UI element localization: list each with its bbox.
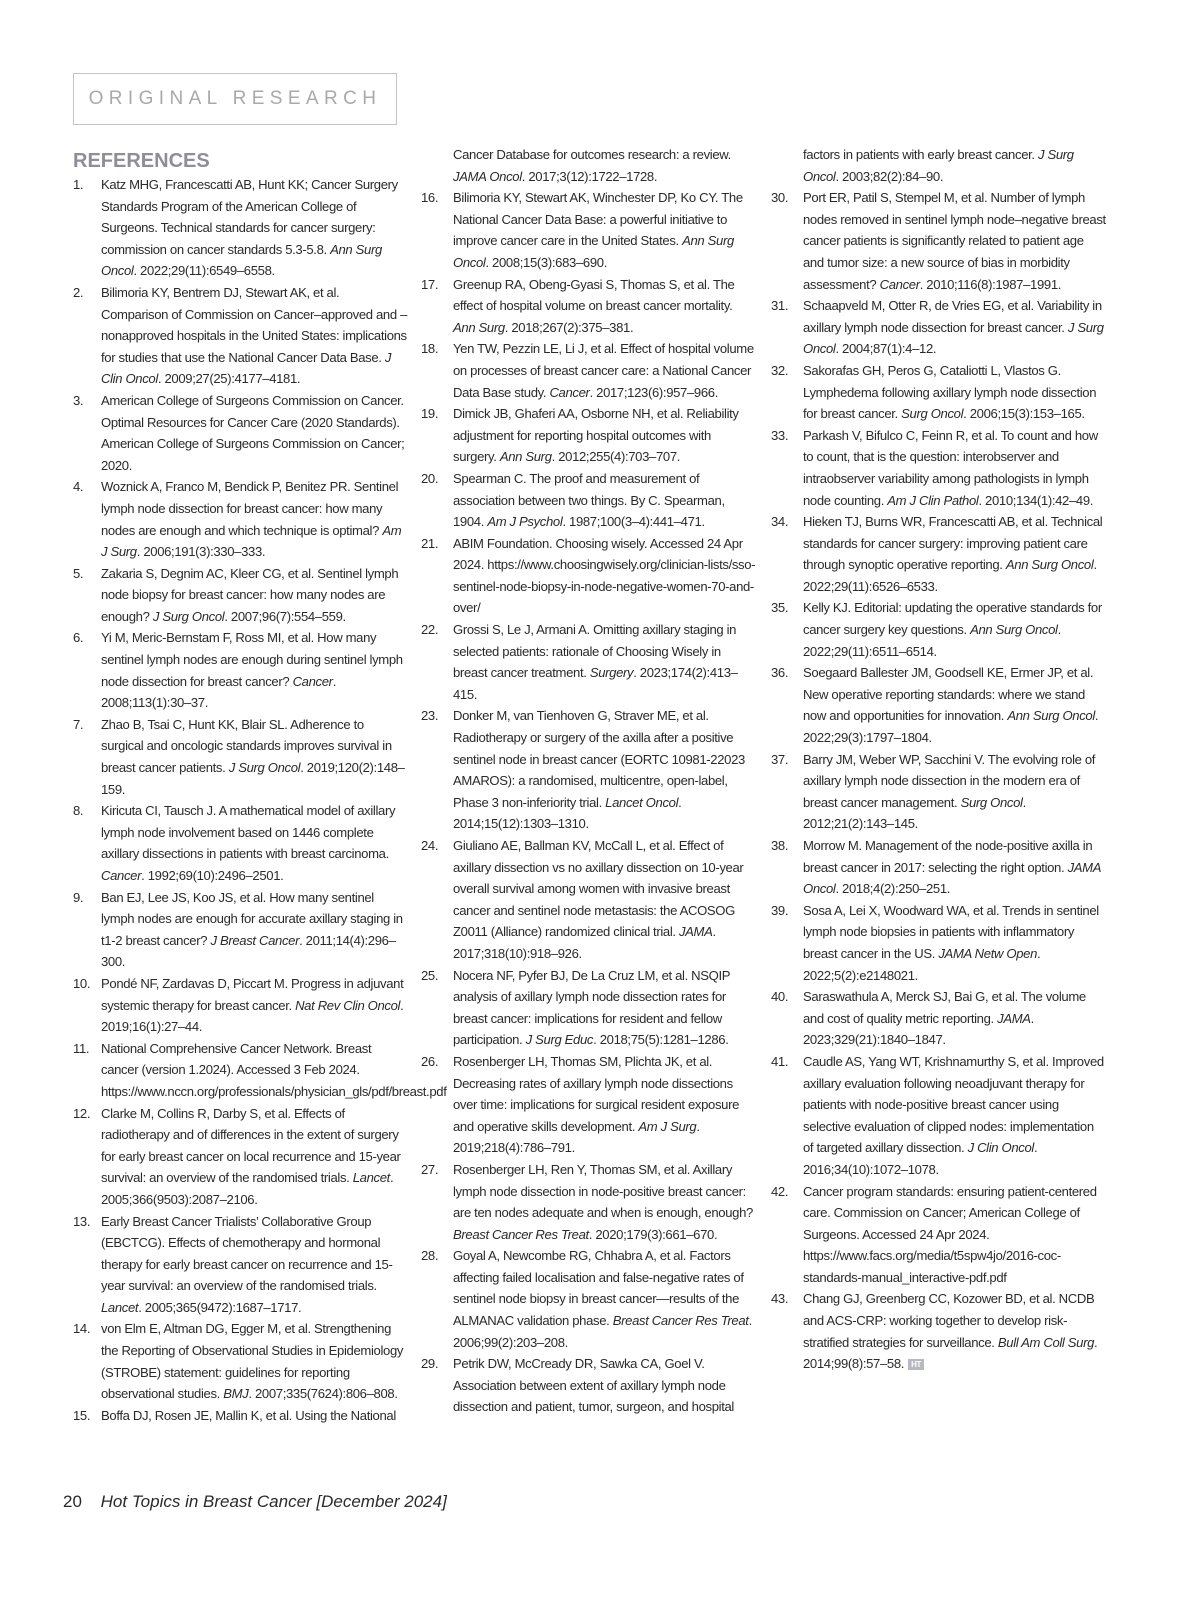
reference-text-segment: Clarke M, Collins R, Darby S, et al. Effects of radiotherapy and of differences in the extent of surgery for early breast cancer on local recurrence and 15-year survival: an overview of the randomised trials.: [101, 1105, 401, 1186]
reference-text-segment: . 2006;99(2):203–208.: [453, 1313, 752, 1350]
reference-number: 39.: [771, 902, 789, 918]
reference-text: [803, 147, 1074, 184]
reference-number: 35.: [771, 600, 789, 616]
reference-number: 34.: [771, 514, 789, 530]
reference-text-segment: von Elm E, Altman DG, Egger M, et al. Strengthening the Reporting of Observational Studies in Epidemiology (STROBE) statement: guidelines for reporting observational studies.: [101, 1321, 404, 1402]
reference-item: [73, 563, 409, 628]
reference-item: [421, 705, 757, 835]
reference-text-segment: Rosenberger LH, Thomas SM, Plichta JK, et al. Decreasing rates of axillary lymph node dissections over time: implications for surgical resident exposure and operative skills development.: [453, 1053, 740, 1134]
journal-name: Cancer: [549, 384, 590, 400]
reference-item: [73, 800, 409, 886]
publication-title: Hot Topics in Breast Cancer [December 2024]: [100, 1492, 447, 1511]
journal-name: J Clin Oncol: [101, 349, 392, 387]
reference-text-segment: Rosenberger LH, Ren Y, Thomas SM, et al. Axillary lymph node dissection in node-positive breast cancer: are ten nodes adequate and when is enough, enough?: [453, 1161, 753, 1221]
reference-text: [803, 600, 1102, 658]
journal-name: BMJ: [223, 1386, 249, 1402]
journal-name: Cancer: [292, 673, 333, 689]
reference-text: [803, 298, 1104, 356]
reference-text-segment: . 2005;366(9503):2087–2106.: [101, 1170, 394, 1207]
reference-text-segment: Pondé NF, Zardavas D, Piccart M. Progress in adjuvant systemic therapy for breast cancer.: [101, 975, 404, 1013]
journal-name: Nat Rev Clin Oncol: [295, 997, 401, 1013]
reference-text-segment: Cancer Database for outcomes research: a review.: [453, 147, 731, 162]
reference-item: [421, 1353, 757, 1418]
journal-name: J Surg Educ: [525, 1032, 594, 1048]
journal-name: Ann Surg: [499, 449, 552, 465]
journal-name: Ann Surg Oncol: [1005, 557, 1094, 573]
reference-item: [421, 274, 757, 339]
reference-item: [73, 1318, 409, 1404]
reference-text: [101, 717, 405, 797]
reference-text: [101, 976, 403, 1034]
journal-name: Surgery: [589, 665, 634, 681]
reference-number: 31.: [771, 298, 789, 314]
reference-text-segment: Port ER, Patil S, Stempel M, et al. Number of lymph nodes removed in sentinel lymph node–negative breast cancer patients is significantly related to patient age and tumor size: a new source of bias in morbidity assessment?: [803, 190, 1106, 292]
reference-number: 33.: [771, 427, 789, 443]
journal-name: J Breast Cancer: [210, 932, 300, 948]
journal-name: JAMA Netw Open: [938, 945, 1038, 961]
reference-text: [453, 190, 743, 270]
reference-text: [803, 1291, 1097, 1371]
reference-number: 21.: [421, 535, 439, 551]
reference-text-segment: . 2022;29(3):1797–1804.: [803, 708, 1099, 746]
reference-item: [421, 187, 757, 273]
reference-text-segment: . 2004;87(1):4–12.: [835, 341, 937, 357]
journal-name: Ann Surg Oncol: [101, 241, 382, 279]
reference-text: [101, 630, 403, 710]
reference-text-segment: Zakaria S, Degnim AC, Kleer CG, et al. Sentinel lymph node biopsy for breast cancer: how many nodes are enough?: [101, 565, 399, 624]
reference-item: [771, 662, 1107, 748]
journal-name: J Surg Oncol: [803, 147, 1074, 184]
reference-item: [73, 1405, 409, 1427]
reference-list: [771, 144, 1107, 1375]
reference-text: [803, 903, 1099, 983]
reference-text-segment: Greenup RA, Obeng-Gyasi S, Thomas S, et al. The effect of hospital volume on breast cancer mortality.: [453, 276, 735, 314]
reference-text-segment: Cancer program standards: ensuring patient-centered care. Commission on Cancer; American College of Surgeons. Accessed 24 Apr 2024. https://www.facs.org/media/t5spw4jo/2016-coc-standards-manual_interactive-pdf.pdf: [803, 1183, 1097, 1285]
reference-text-segment: Schaapveld M, Otter R, de Vries EG, et al. Variability in axillary lymph node dissection for breast cancer.: [803, 298, 1102, 335]
reference-text-segment: . 2012;255(4):703–707.: [551, 449, 681, 465]
journal-name: J Surg Oncol: [803, 319, 1104, 357]
reference-text-segment: . 2014;15(12):1303–1310.: [453, 794, 682, 832]
reference-text: [101, 479, 401, 559]
page-number: 20: [63, 1492, 82, 1511]
reference-text-segment: . 2011;14(4):296–300.: [101, 932, 396, 970]
reference-text: [101, 1106, 401, 1207]
reference-number: 43.: [771, 1291, 789, 1307]
reference-number: 2.: [73, 284, 84, 300]
reference-text-segment: . 2012;21(2):143–145.: [803, 794, 1026, 832]
reference-text-segment: . 2023;329(21):1840–1847.: [803, 1010, 1034, 1048]
reference-number: 27.: [421, 1161, 439, 1177]
section-label: ORIGINAL RESEARCH: [88, 88, 382, 109]
reference-text-segment: Saraswathula A, Merck SJ, Bai G, et al. The volume and cost of quality metric reporting.: [803, 989, 1086, 1026]
reference-text-segment: . 2008;113(1):30–37.: [101, 673, 336, 711]
reference-text: [101, 803, 395, 883]
reference-item: [771, 835, 1107, 900]
reference-item: [771, 144, 1107, 187]
reference-text-segment: . 2010;116(8):1987–1991.: [919, 276, 1062, 292]
reference-item: [771, 986, 1107, 1051]
page-footer: [63, 1492, 447, 1512]
reference-text: [101, 177, 398, 278]
journal-name: Lancet: [352, 1170, 390, 1186]
reference-item: [421, 468, 757, 533]
reference-text-segment: . 2018;75(5):1281–1286.: [593, 1032, 729, 1048]
reference-text: [453, 838, 743, 961]
reference-item: [421, 403, 757, 468]
reference-text: [803, 752, 1095, 832]
reference-number: 10.: [73, 975, 91, 991]
reference-text: [803, 838, 1101, 896]
reference-number: 23.: [421, 708, 439, 724]
reference-text-segment: . 2003;82(2):84–90.: [835, 168, 944, 184]
reference-text-segment: . 2017;318(10):918–926.: [453, 924, 716, 961]
reference-number: 3.: [73, 392, 84, 408]
journal-name: Lancet Oncol: [605, 794, 679, 810]
journal-name: Breast Cancer Res Treat: [453, 1226, 589, 1242]
journal-name: JAMA Oncol: [453, 168, 522, 184]
reference-text-segment: . 2005;365(9472):1687–1717.: [138, 1299, 302, 1315]
reference-text-segment: . 2022;29(11):6511–6514.: [803, 622, 1061, 659]
reference-number: 20.: [421, 470, 439, 486]
reference-item: [73, 282, 409, 390]
reference-text-segment: Barry JM, Weber WP, Sacchini V. The evolving role of axillary lymph node dissection in the modern era of breast cancer management.: [803, 751, 1096, 810]
reference-text: [803, 989, 1086, 1047]
journal-name: Ann Surg Oncol: [453, 233, 734, 270]
reference-text-segment: American College of Surgeons Commission on Cancer. Optimal Resources for Cancer Care (2020 Standards). American College of Surgeons Commission on Cancer; 2020.: [101, 392, 405, 473]
reference-text: [453, 968, 730, 1048]
reference-item: [771, 295, 1107, 360]
reference-text: [453, 341, 754, 399]
reference-item: [421, 338, 757, 403]
reference-item: [771, 1181, 1107, 1289]
reference-item: [73, 973, 409, 1038]
reference-text-segment: Kiricuta CI, Tausch J. A mathematical model of axillary lymph node involvement based on 1446 complete axillary dissections in patients with breast carcinoma.: [101, 803, 396, 862]
section-label-box: [73, 73, 397, 125]
reference-text: [803, 665, 1098, 745]
reference-number: 18.: [421, 341, 439, 357]
journal-name: Am J Surg: [101, 522, 402, 560]
journal-name: Am J Psychol: [487, 514, 563, 530]
reference-text-segment: . 2019;16(1):27–44.: [101, 997, 404, 1035]
reference-item: [421, 144, 757, 187]
reference-item: [73, 627, 409, 713]
reference-item: [73, 476, 409, 562]
reference-number: 40.: [771, 989, 789, 1005]
journal-name: J Surg Oncol: [228, 760, 301, 776]
reference-text-segment: . 2008;15(3):683–690.: [485, 254, 607, 270]
journal-name: Cancer: [879, 276, 920, 292]
reference-number: 19.: [421, 406, 439, 422]
reference-item: [771, 900, 1107, 986]
reference-text-segment: Donker M, van Tienhoven G, Straver ME, et al. Radiotherapy or surgery of the axilla after a positive sentinel node in breast cancer (EORTC 10981-22023 AMAROS): a randomised, multicentre, open-label, Phase 3 non-inferiority trial.: [453, 708, 745, 810]
reference-number: 32.: [771, 362, 789, 378]
reference-text: [803, 1184, 1097, 1285]
reference-number: 17.: [421, 276, 439, 292]
reference-text-segment: Soegaard Ballester JM, Goodsell KE, Ermer JP, et al. New operative reporting standards: where we stand now and opportunities for innovation.: [803, 665, 1094, 724]
reference-item: [421, 965, 757, 1051]
journal-name: J Clin Oncol: [967, 1140, 1034, 1156]
reference-text-segment: ABIM Foundation. Choosing wisely. Accessed 24 Apr 2024. https://www.choosingwisely.org/clinician-lists/sso-sentinel-node-biopsy-in-node-negative-women-70-and-over/: [453, 535, 756, 616]
reference-text-segment: . 2020;179(3):661–670.: [588, 1226, 718, 1242]
journal-name: JAMA: [678, 924, 713, 940]
reference-text: [101, 1408, 396, 1423]
reference-item: [421, 1245, 757, 1353]
journal-name: Breast Cancer Res Treat: [612, 1313, 749, 1329]
reference-text-segment: Bilimoria KY, Stewart AK, Winchester DP, Ko CY. The National Cancer Data Base: a powerful initiative to improve cancer care in the United States.: [453, 190, 743, 249]
reference-text-segment: Chang GJ, Greenberg CC, Kozower BD, et al. NCDB and ACS-CRP: working together to develop risk-stratified strategies for surveillance.: [803, 1291, 1095, 1350]
reference-text-segment: Nocera NF, Pyfer BJ, De La Cruz LM, et al. NSQIP analysis of axillary lymph node dissection rates for breast cancer: implications for resident and fellow participation.: [453, 967, 730, 1048]
journal-name: Surg Oncol: [901, 406, 964, 422]
journal-name: Surg Oncol: [960, 794, 1023, 810]
references-column-2: [421, 144, 757, 1418]
reference-text-segment: Kelly KJ. Editorial: updating the operative standards for cancer surgery key questions.: [803, 600, 1102, 638]
reference-text-segment: Boffa DJ, Rosen JE, Mallin K, et al. Using the National: [101, 1407, 396, 1423]
reference-text: [803, 363, 1096, 421]
journal-name: JAMA Oncol: [803, 859, 1101, 897]
reference-text-segment: Goyal A, Newcombe RG, Chhabra A, et al. Factors affecting failed localisation and false-negative rates of sentinel node biopsy in breast cancer—results of the ALMANAC validation phase.: [453, 1248, 744, 1329]
reference-number: 29.: [421, 1356, 439, 1372]
reference-number: 36.: [771, 665, 789, 681]
journal-name: Ann Surg Oncol: [1007, 708, 1095, 724]
reference-number: 16.: [421, 190, 439, 206]
reference-number: 24.: [421, 838, 439, 853]
reference-text: [453, 1162, 753, 1242]
reference-text-segment: . 2006;15(3):153–165.: [963, 406, 1085, 422]
reference-text-segment: Early Breast Cancer Trialists’ Collaborative Group (EBCTCG). Effects of chemotherapy and hormonal therapy for early breast cancer on recurrence and 15-year survival: an overview of the randomised trials.: [101, 1213, 393, 1294]
reference-text: [101, 1041, 447, 1099]
journal-name: J Surg Oncol: [152, 608, 225, 624]
reference-item: [771, 597, 1107, 662]
reference-text: [101, 1321, 403, 1401]
reference-number: 28.: [421, 1248, 439, 1264]
reference-text-segment: . 2019;218(4):786–791.: [453, 1118, 700, 1156]
reference-text-segment: Spearman C. The proof and measurement of association between two things. By C. Spearman, 1904.: [453, 470, 725, 530]
reference-text-segment: Grossi S, Le J, Armani A. Omitting axillary staging in selected patients: rationale of Choosing Wisely in breast cancer treatment.: [453, 622, 737, 681]
reference-text-segment: Caudle AS, Yang WT, Krishnamurthy S, et al. Improved axillary evaluation following neoadjuvant therapy for patients with node-positive breast cancer using selective evaluation of clipped nodes: implementation of targeted axillary dissection.: [803, 1053, 1104, 1156]
reference-text-segment: Katz MHG, Francescatti AB, Hunt KK; Cancer Surgery Standards Program of the American College of Surgeons. Technical standards for cancer surgery: commission on cancer standards 5.3-5.8.: [101, 177, 398, 257]
reference-number: 30.: [771, 190, 789, 206]
reference-text-segment: Yi M, Meric-Bernstam F, Ross MI, et al. How many sentinel lymph nodes are enough during sentinel lymph node dissection for breast cancer?: [101, 630, 403, 689]
reference-text: [101, 566, 398, 624]
reference-text-segment: . 2017;3(12):1722–1728.: [521, 168, 658, 184]
reference-text-segment: . 2017;123(6):957–966.: [589, 384, 719, 400]
reference-text-segment: Woznick A, Franco M, Bendick P, Benitez PR. Sentinel lymph node dissection for breast cancer: how many nodes are enough and which technique is optimal?: [101, 479, 399, 538]
reference-text-segment: . 2018;4(2):250–251.: [835, 881, 951, 897]
reference-item: [73, 887, 409, 973]
reference-number: 38.: [771, 838, 789, 853]
reference-text-segment: Sakorafas GH, Peros G, Cataliotti L, Vlastos G. Lymphedema following axillary lymph node dissection for breast cancer.: [803, 362, 1097, 422]
reference-text-segment: . 2007;96(7):554–559.: [224, 608, 346, 624]
reference-number: 41.: [771, 1053, 789, 1069]
reference-text-segment: . 2006;191(3):330–333.: [136, 544, 266, 560]
reference-number: 11.: [73, 1040, 90, 1056]
reference-item: [421, 1159, 757, 1245]
references-heading: REFERENCES: [73, 150, 210, 172]
reference-number: 12.: [73, 1105, 91, 1121]
reference-item: [771, 360, 1107, 425]
reference-text-segment: Dimick JB, Ghaferi AA, Osborne NH, et al. Reliability adjustment for reporting hospital outcomes with surgery.: [453, 406, 739, 465]
reference-text-segment: Zhao B, Tsai C, Hunt KK, Blair SL. Adherence to surgical and oncologic standards improves survival in breast cancer patients.: [101, 716, 392, 776]
reference-text-segment: . 2022;29(11):6526–6533.: [803, 557, 1097, 594]
reference-text-segment: . 2010;134(1):42–49.: [978, 492, 1094, 508]
reference-item: [421, 533, 757, 619]
reference-text: [101, 393, 404, 473]
reference-text-segment: Yen TW, Pezzin LE, Li J, et al. Effect of hospital volume on processes of breast cancer care: a National Cancer Data Base study.: [453, 341, 754, 400]
reference-item: [73, 174, 409, 282]
reference-text: [453, 1248, 752, 1349]
reference-number: 13.: [73, 1213, 91, 1229]
reference-text-segment: National Comprehensive Cancer Network. Breast cancer (version 1.2024). Accessed 3 Feb 2024. https://www.nccn.org/professionals/physician_gls/pdf/breast.pdf: [101, 1040, 447, 1099]
journal-name: Am J Clin Pathol: [887, 492, 979, 508]
reference-number: 42.: [771, 1183, 789, 1199]
reference-item: [771, 749, 1107, 835]
reference-text-segment: Ban EJ, Lee JS, Koo JS, et al. How many sentinel lymph nodes are enough for accurate axillary staging in t1-2 breast cancer?: [101, 889, 403, 948]
reference-number: 15.: [73, 1407, 91, 1423]
reference-number: 6.: [73, 630, 84, 646]
reference-text-segment: . 2022;29(11):6549–6558.: [133, 263, 275, 279]
reference-text-segment: . 2018;267(2):375–381.: [504, 319, 634, 335]
reference-text-segment: . 1992;69(10):2496–2501.: [141, 868, 284, 883]
reference-number: 26.: [421, 1053, 439, 1069]
reference-text-segment: Petrik DW, McCready DR, Sawka CA, Goel V. Association between extent of axillary lymph node dissection and patient, tumor, surgeon, and hospital: [453, 1356, 734, 1415]
reference-text-segment: . 2022;5(2):e2148021.: [803, 945, 1041, 983]
reference-text: [453, 622, 738, 702]
reference-text-segment: . 2023;174(2):413–415.: [453, 665, 738, 702]
reference-text: [803, 1054, 1104, 1177]
reference-text-segment: Parkash V, Bifulco C, Feinn R, et al. To count and how to count, that is the question: interobserver and intraobserver variability among pathologists in lymph node counting.: [803, 427, 1098, 508]
reference-number: 22.: [421, 622, 439, 638]
reference-text: [453, 708, 745, 831]
reference-text-segment: . 1987;100(3–4):441–471.: [562, 514, 705, 530]
reference-text-segment: . 2009;27(25):4177–4181.: [157, 371, 301, 387]
reference-text-segment: . 2016;34(10):1072–1078.: [803, 1140, 1038, 1177]
references-column-3: [771, 144, 1107, 1375]
reference-text: [101, 890, 403, 970]
reference-number: 37.: [771, 751, 789, 767]
reference-number: 1.: [73, 177, 84, 192]
reference-item: [421, 1051, 757, 1159]
journal-name: Lancet: [101, 1299, 139, 1315]
ht-logo-badge: HT: [908, 1359, 924, 1370]
journal-name: Ann Surg: [453, 319, 505, 335]
journal-name: Am J Surg: [638, 1118, 697, 1134]
reference-text-segment: Hieken TJ, Burns WR, Francescatti AB, et al. Technical standards for cancer surgery: improving patient care through synoptic operative reporting.: [803, 514, 1103, 573]
reference-number: 14.: [73, 1321, 91, 1337]
reference-text-segment: . 2007;335(7624):806–808.: [248, 1386, 398, 1402]
reference-text: [803, 190, 1106, 291]
reference-number: 9.: [73, 889, 84, 905]
reference-item: [771, 1288, 1107, 1374]
journal-name: JAMA: [997, 1010, 1031, 1026]
reference-item: [771, 511, 1107, 597]
reference-item: [421, 835, 757, 965]
journal-name: Bull Am Coll Surg: [997, 1334, 1095, 1350]
reference-text: [453, 1054, 739, 1155]
reference-text: [453, 406, 739, 464]
reference-number: 5.: [73, 565, 84, 581]
reference-text: [803, 428, 1098, 508]
reference-text: [101, 1214, 393, 1315]
reference-item: [771, 425, 1107, 511]
reference-text-segment: factors in patients with early breast cancer.: [803, 147, 1038, 162]
reference-item: [73, 390, 409, 476]
reference-text-segment: . 2014;99(8):57–58.: [803, 1334, 1098, 1372]
reference-text-segment: Giuliano AE, Ballman KV, McCall L, et al. Effect of axillary dissection vs no axillary dissection on 10-year overall survival among women with invasive breast cancer and sentinel node metastasis: the ACOSOG Z0011 (Alliance) randomized clinical trial.: [453, 838, 744, 940]
reference-text: [453, 1356, 734, 1414]
reference-number: 8.: [73, 803, 84, 819]
reference-text: [453, 277, 734, 335]
reference-text: [453, 471, 725, 529]
reference-number: 25.: [421, 967, 439, 983]
reference-text-segment: Bilimoria KY, Bentrem DJ, Stewart AK, et al. Comparison of Commission on Cancer–approved and –nonapproved hospitals in the United States: implications for studies that use the National Cancer Data Base.: [101, 284, 408, 365]
reference-list: [421, 144, 757, 1418]
journal-name: Ann Surg Oncol: [970, 622, 1058, 638]
reference-number: 4.: [73, 479, 84, 495]
reference-item: [73, 714, 409, 800]
reference-text: [453, 536, 755, 616]
reference-text-segment: Sosa A, Lei X, Woodward WA, et al. Trends in sentinel lymph node biopsies in patients with inflammatory breast cancer in the US.: [803, 902, 1099, 961]
reference-item: [73, 1211, 409, 1319]
reference-text-segment: . 2019;120(2):148–159.: [101, 760, 405, 797]
reference-item: [771, 187, 1107, 295]
reference-item: [421, 619, 757, 705]
reference-text: [803, 514, 1102, 594]
reference-text: [453, 147, 731, 184]
journal-name: Cancer: [101, 868, 142, 883]
reference-item: [73, 1103, 409, 1211]
reference-text-segment: Morrow M. Management of the node-positive axilla in breast cancer in 2017: selecting the right option.: [803, 838, 1093, 875]
reference-number: 7.: [73, 716, 84, 732]
reference-text: [101, 285, 407, 386]
reference-item: [771, 1051, 1107, 1181]
